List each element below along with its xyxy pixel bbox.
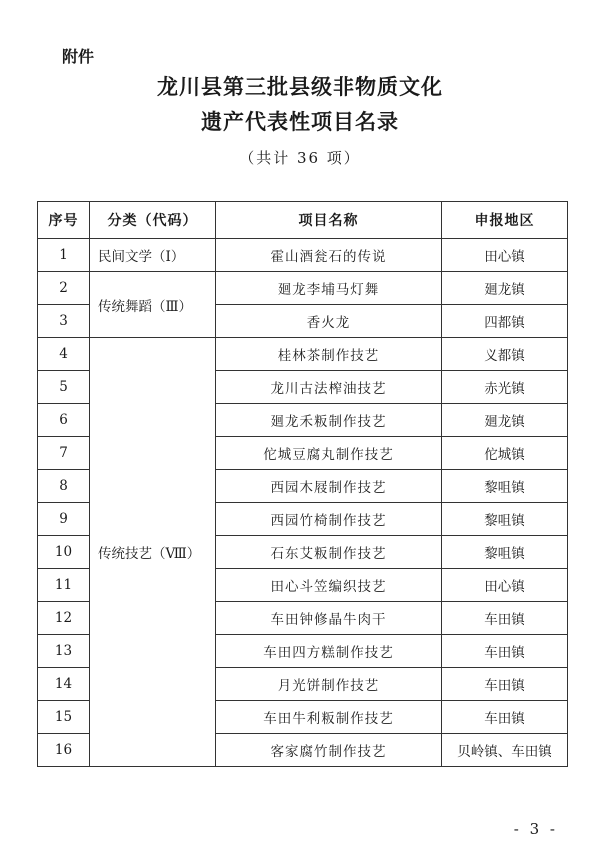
document-title-line2: 遗产代表性项目名录 <box>201 109 399 134</box>
row-no: 8 <box>38 470 90 503</box>
project-name: 石东艾粄制作技艺 <box>216 536 442 569</box>
heritage-list-table <box>37 201 568 767</box>
header-region: 申报地区 <box>442 202 568 239</box>
project-name: 佗城豆腐丸制作技艺 <box>216 437 442 470</box>
category-cell: 传统舞蹈（Ⅲ） <box>90 272 216 338</box>
project-name: 廻龙禾粄制作技艺 <box>216 404 442 437</box>
project-name: 西园竹椅制作技艺 <box>216 503 442 536</box>
region-cell: 佗城镇 <box>442 437 568 470</box>
row-no: 16 <box>38 734 90 767</box>
region-cell: 黎咀镇 <box>442 503 568 536</box>
row-no: 10 <box>38 536 90 569</box>
header-project-name: 项目名称 <box>216 202 442 239</box>
row-no: 12 <box>38 602 90 635</box>
project-name: 田心斗笠编织技艺 <box>216 569 442 602</box>
category-cell: 民间文学（Ⅰ） <box>90 239 216 272</box>
region-cell: 黎咀镇 <box>442 470 568 503</box>
row-no: 11 <box>38 569 90 602</box>
row-no: 9 <box>38 503 90 536</box>
page-number: - 3 - <box>513 820 558 838</box>
table-row <box>38 338 568 371</box>
project-name: 香火龙 <box>216 305 442 338</box>
region-cell: 田心镇 <box>442 239 568 272</box>
region-cell: 田心镇 <box>442 569 568 602</box>
region-cell: 车田镇 <box>442 602 568 635</box>
row-no: 5 <box>38 371 90 404</box>
header-category: 分类（代码） <box>90 202 216 239</box>
row-no: 13 <box>38 635 90 668</box>
region-cell: 廻龙镇 <box>442 272 568 305</box>
region-cell: 车田镇 <box>442 668 568 701</box>
row-no: 3 <box>38 305 90 338</box>
row-no: 6 <box>38 404 90 437</box>
header-no: 序号 <box>38 202 90 239</box>
attachment-label: 附件 <box>62 47 95 66</box>
project-name: 桂林茶制作技艺 <box>216 338 442 371</box>
project-name: 廻龙李埔马灯舞 <box>216 272 442 305</box>
row-no: 7 <box>38 437 90 470</box>
project-name: 龙川古法榨油技艺 <box>216 371 442 404</box>
row-no: 15 <box>38 701 90 734</box>
region-cell: 黎咀镇 <box>442 536 568 569</box>
row-no: 14 <box>38 668 90 701</box>
region-cell: 贝岭镇、车田镇 <box>442 734 568 767</box>
project-name: 车田钟修晶牛肉干 <box>216 602 442 635</box>
project-name: 霍山酒瓮石的传说 <box>216 239 442 272</box>
region-cell: 赤光镇 <box>442 371 568 404</box>
region-cell: 四都镇 <box>442 305 568 338</box>
project-name: 月光饼制作技艺 <box>216 668 442 701</box>
project-name: 车田牛利粄制作技艺 <box>216 701 442 734</box>
row-no: 2 <box>38 272 90 305</box>
table-header-row <box>38 202 568 239</box>
table-row <box>38 272 568 305</box>
region-cell: 义都镇 <box>442 338 568 371</box>
region-cell: 车田镇 <box>442 701 568 734</box>
table-row <box>38 239 568 272</box>
document-title-line1: 龙川县第三批县级非物质文化 <box>157 74 443 99</box>
category-cell: 传统技艺（Ⅷ） <box>90 338 216 767</box>
row-no: 4 <box>38 338 90 371</box>
project-name: 西园木屐制作技艺 <box>216 470 442 503</box>
region-cell: 廻龙镇 <box>442 404 568 437</box>
row-no: 1 <box>38 239 90 272</box>
project-name: 车田四方糕制作技艺 <box>216 635 442 668</box>
region-cell: 车田镇 <box>442 635 568 668</box>
item-count: （共计 36 项） <box>239 149 361 167</box>
project-name: 客家腐竹制作技艺 <box>216 734 442 767</box>
